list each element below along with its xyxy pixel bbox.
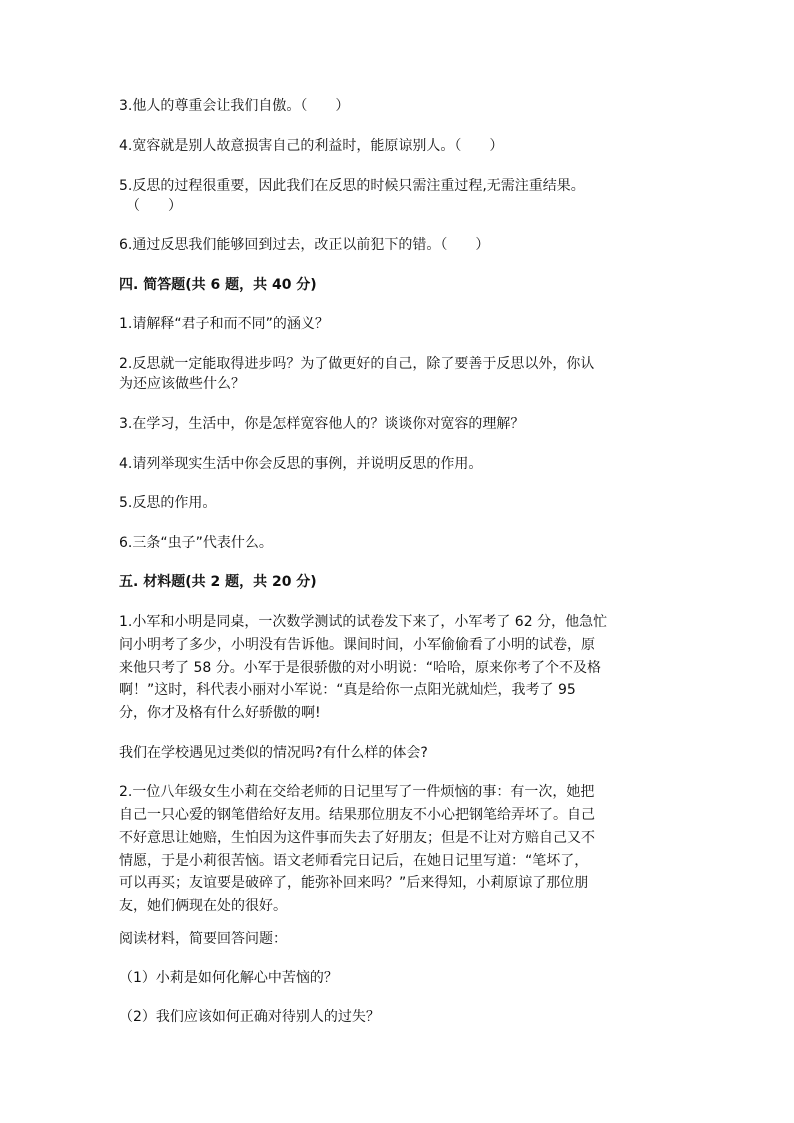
material-2-instruction: 阅读材料，简要回答问题： [119,931,287,947]
material-1-line-2: 问小明考了多少，小明没有告诉他。课间时间，小军偷偷看了小明的试卷，原 [119,637,595,653]
material-1-line-5: 分，你才及格有什么好骄傲的啊! [119,705,321,721]
section-5-heading: 五. 材料题(共 2 题，共 20 分) [119,574,317,590]
material-2-line-5: 可以再买；友谊要是破碎了，能弥补回来吗？”后来得知，小莉原谅了那位朋 [119,875,589,891]
tf-item-5-bracket: （ ） [126,198,182,214]
material-1-line-1: 1.小军和小明是同桌，一次数学测试的试卷发下来了，小军考了 62 分，他急忙 [119,614,608,630]
material-2-line-2: 自己一只心爱的钢笔借给好友用。结果那位朋友不小心把钢笔给弄坏了。自己 [119,807,595,823]
tf-item-5: 5.反思的过程很重要，因此我们在反思的时候只需注重过程,无需注重结果。 [119,178,585,194]
material-2-question-1: （1）小莉是如何化解心中苦恼的？ [119,970,338,986]
section-4-heading: 四. 简答题(共 6 题，共 40 分) [119,277,317,293]
tf-item-3: 3.他人的尊重会让我们自傲。（ ） [119,98,350,114]
material-2-line-1: 2.一位八年级女生小莉在交给老师的日记里写了一件烦恼的事：有一次，她把 [119,784,595,800]
short-answer-2-line-2: 为还应该做些什么？ [119,376,245,392]
tf-item-4: 4.宽容就是别人故意损害自己的利益时，能原谅别人。（ ） [119,138,504,154]
short-answer-6: 6.三条“虫子”代表什么。 [119,535,273,551]
material-1-question: 我们在学校遇见过类似的情况吗?有什么样的体会? [119,745,428,761]
material-2-line-4: 情愿，于是小莉很苦恼。语文老师看完日记后，在她日记里写道：“笔坏了， [119,853,589,869]
short-answer-2-line-1: 2.反思就一定能取得进步吗？为了做更好的自己，除了要善于反思以外，你认 [119,356,595,372]
material-2-question-2: （2）我们应该如何正确对待别人的过失？ [119,1009,380,1025]
tf-item-6: 6.通过反思我们能够回到过去，改正以前犯下的错。（ ） [119,237,490,253]
material-2-line-3: 不好意思让她赔，生怕因为这件事而失去了好朋友；但是不让对方赔自己又不 [119,830,595,846]
short-answer-3: 3.在学习，生活中，你是怎样宽容他人的？谈谈你对宽容的理解？ [119,416,525,432]
material-2-line-6: 友，她们俩现在处的很好。 [119,898,287,914]
short-answer-5: 5.反思的作用。 [119,495,217,511]
material-1-line-4: 啊！”这时，科代表小丽对小军说：“真是给你一点阳光就灿烂，我考了 95 [119,682,576,698]
material-1-line-3: 来他只考了 58 分。小军于是很骄傲的对小明说：“哈哈，原来你考了个不及格 [119,660,601,676]
short-answer-4: 4.请列举现实生活中你会反思的事例，并说明反思的作用。 [119,456,483,472]
short-answer-1: 1.请解释“君子和而不同”的涵义？ [119,316,329,332]
